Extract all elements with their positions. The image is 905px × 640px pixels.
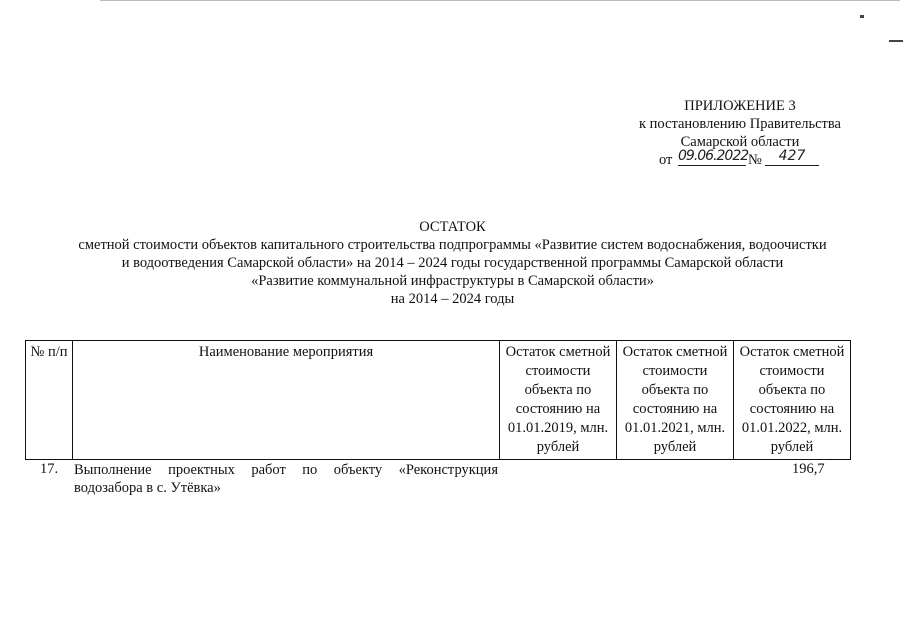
handwritten-number: 427 <box>765 147 819 166</box>
table-header-row <box>26 341 851 460</box>
title-line-3: «Развитие коммунальной инфраструктуры в Самарской области» <box>251 273 654 289</box>
handwritten-date: 09.06.2022 <box>678 148 749 164</box>
document-title <box>40 218 865 308</box>
row-name <box>74 461 498 497</box>
header-num: № п/п <box>26 341 73 460</box>
scan-mark-dot <box>860 15 864 18</box>
appendix-region: Самарской области <box>680 134 800 150</box>
date-prefix: от <box>659 152 673 168</box>
appendix-header <box>630 97 850 168</box>
title-heading: ОСТАТОК <box>419 219 486 235</box>
header-col-2019: Остаток сметной стоимости объекта по состоянию на 01.01.2019, млн. рублей <box>500 341 617 460</box>
row-number: 17. <box>40 461 59 477</box>
header-col-2021: Остаток сметной стоимости объекта по состоянию на 01.01.2021, млн. рублей <box>617 341 734 460</box>
appendix-title: ПРИЛОЖЕНИЕ 3 <box>684 98 796 114</box>
header-name: Наименование мероприятия <box>73 341 500 460</box>
row-name-line-2: водозабора в с. Утёвка» <box>74 480 221 496</box>
row-name-line-1: Выполнение проектных работ по объекту «Реконструкция <box>74 462 498 478</box>
title-line-4: на 2014 – 2024 годы <box>390 291 515 307</box>
number-sign: № <box>748 152 762 168</box>
appendix-resolution: к постановлению Правительства <box>639 116 841 132</box>
title-line-1: сметной стоимости объектов капитального строительства подпрограммы «Развитие систем водоснабжения, водоочистки <box>78 237 827 253</box>
title-line-2: и водоотведения Самарской области» на 2014 – 2024 годы государственной программы Самарской области <box>121 255 784 271</box>
header-col-2022: Остаток сметной стоимости объекта по состоянию на 01.01.2022, млн. рублей <box>734 341 851 460</box>
row-value-2022: 196,7 <box>792 461 825 477</box>
cost-table <box>25 340 851 460</box>
scan-mark-line <box>889 40 903 42</box>
scan-top-edge <box>100 0 900 1</box>
